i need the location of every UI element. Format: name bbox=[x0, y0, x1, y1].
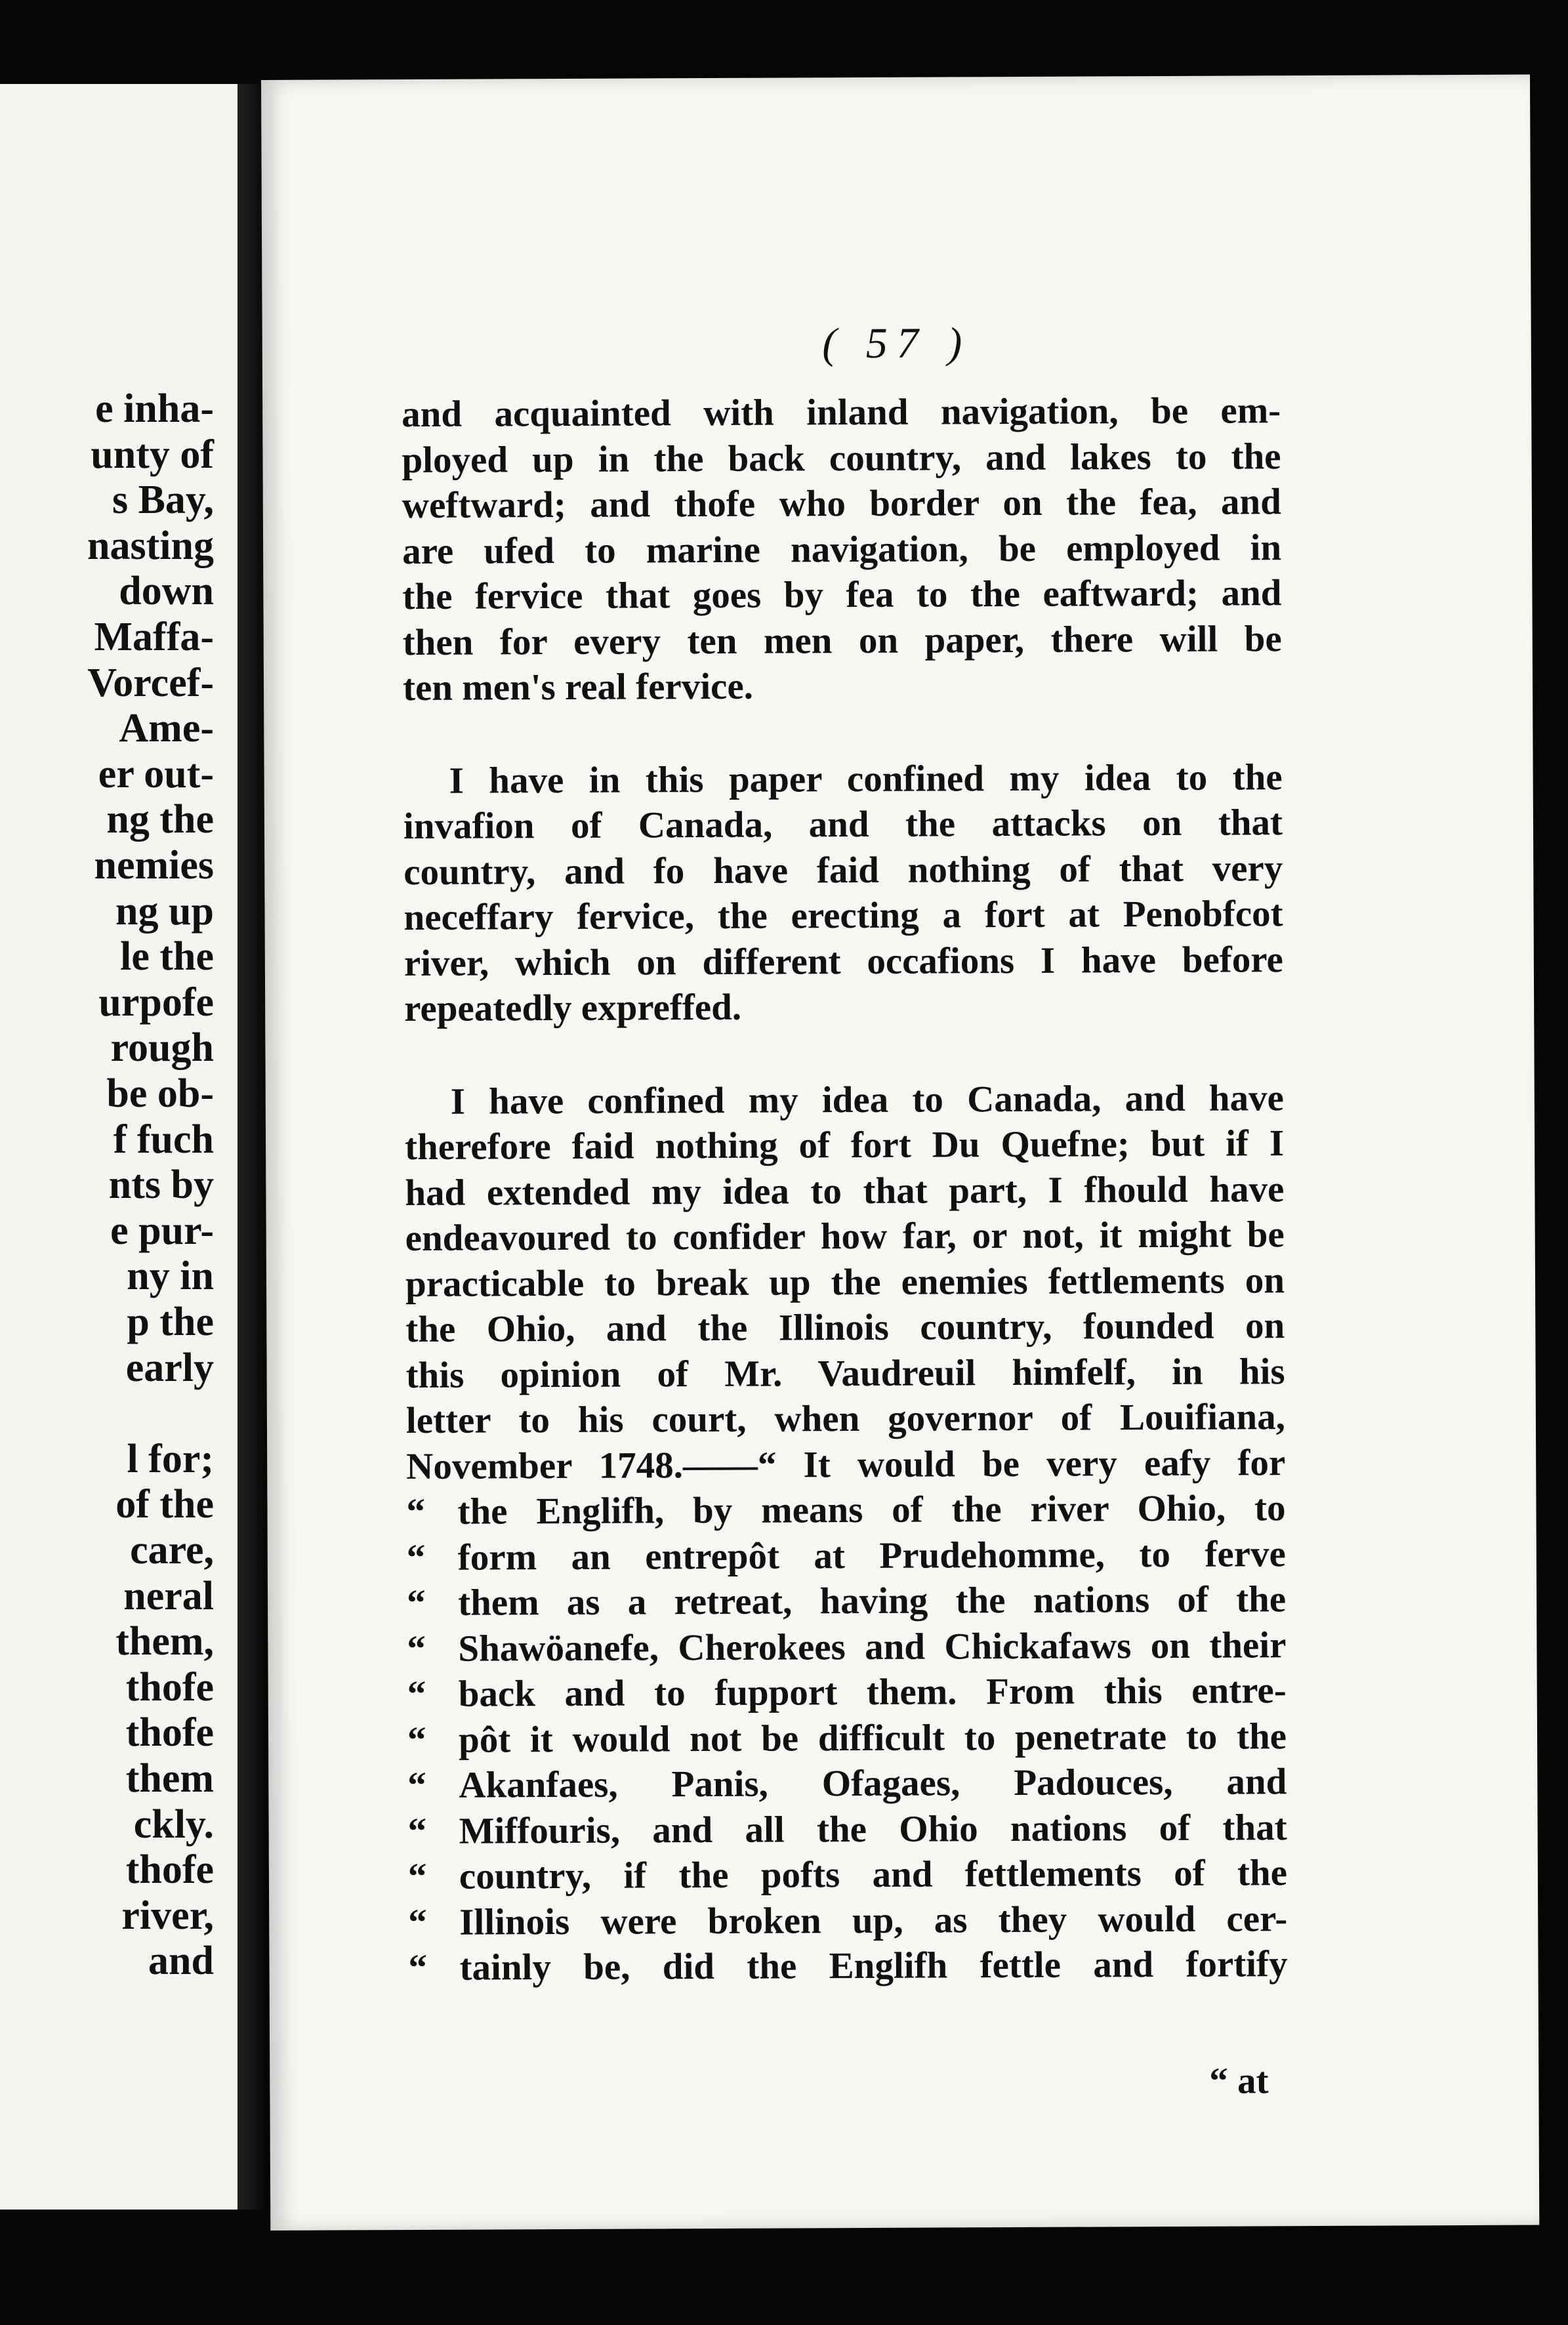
quote-line bbox=[407, 1805, 1287, 1854]
quote-line bbox=[408, 1896, 1287, 1945]
facing-page-line: Maffa- bbox=[94, 615, 214, 659]
body-text bbox=[402, 388, 1288, 1990]
quote-mark: “ bbox=[406, 1582, 426, 1624]
quote-text: Shawöanefe, Cherokees and Chickafaws on their bbox=[458, 1624, 1287, 1670]
quote-text: pôt it would not be difficult to penetrate to the bbox=[458, 1715, 1287, 1761]
catchword: “ at bbox=[1209, 2060, 1269, 2102]
text-line: this opinion of Mr. Vaudreuil himfelf, in his bbox=[405, 1350, 1285, 1396]
text-line: repeatedly expreffed. bbox=[404, 986, 742, 1030]
facing-page-line: and bbox=[148, 1939, 214, 1984]
quote-text: country, if the pofts and fettlements of the bbox=[459, 1852, 1288, 1897]
facing-page-line: them, bbox=[115, 1619, 214, 1664]
paragraph-3 bbox=[405, 1075, 1286, 1489]
facing-page-line: nts by bbox=[108, 1162, 214, 1208]
facing-page bbox=[0, 84, 237, 2210]
quote-text: back and to fupport them. From this entre- bbox=[458, 1670, 1287, 1715]
text-line: river, which on different occafions I have before bbox=[403, 938, 1283, 984]
facing-page-line: ny in bbox=[127, 1254, 214, 1299]
facing-page-line: f fuch bbox=[113, 1117, 214, 1162]
facing-page-line: nemies bbox=[94, 843, 214, 888]
text-line: country, and fo have faid nothing of that very bbox=[403, 847, 1283, 893]
text-line: endeavoured to confider how far, or not, it might be bbox=[405, 1214, 1285, 1260]
quote-mark: “ bbox=[408, 1946, 428, 1989]
quote-line bbox=[408, 1941, 1287, 1990]
quote-mark: “ bbox=[406, 1536, 426, 1578]
quote-mark: “ bbox=[407, 1628, 426, 1670]
facing-page-line: rough bbox=[110, 1025, 214, 1071]
main-page bbox=[261, 75, 1539, 2231]
facing-page-line: river, bbox=[121, 1893, 214, 1938]
facing-page-line: er out- bbox=[98, 751, 214, 796]
facing-page-line: e pur- bbox=[110, 1208, 214, 1253]
text-line: I have in this paper confined my idea to the bbox=[449, 756, 1283, 802]
facing-page-line: thofe bbox=[125, 1710, 214, 1756]
page-number: ( 57 ) bbox=[822, 319, 972, 368]
text-line: practicable to break up the enemies fettlements on bbox=[405, 1259, 1285, 1305]
facing-page-line: be ob- bbox=[106, 1071, 214, 1116]
facing-page-line: nasting bbox=[87, 523, 214, 568]
facing-page-line: ng up bbox=[115, 888, 214, 934]
text-line: ten men's real fervice. bbox=[402, 665, 754, 709]
facing-page-line: down bbox=[119, 569, 214, 614]
text-line: had extended my idea to that part, I fhould have bbox=[405, 1168, 1285, 1214]
quote-text: tainly be, did the Englifh fettle and fortify bbox=[459, 1943, 1288, 1988]
quote-mark: “ bbox=[408, 1901, 427, 1943]
quote-line bbox=[407, 1531, 1286, 1580]
quote-mark: “ bbox=[406, 1491, 426, 1533]
facing-page-line: le the bbox=[120, 934, 214, 979]
text-line: weftward; and thofe who border on the fea, and bbox=[402, 481, 1281, 527]
quote-line bbox=[406, 1485, 1285, 1534]
paragraph-1 bbox=[402, 388, 1282, 710]
facing-page-line: ng the bbox=[106, 797, 214, 842]
text-line: then for every ten men on paper, there will be bbox=[402, 617, 1282, 663]
quote-text: Miffouris, and all the Ohio nations of that bbox=[459, 1806, 1287, 1852]
quote-line bbox=[407, 1668, 1287, 1717]
facing-page-line: ckly. bbox=[133, 1801, 214, 1847]
facing-page-line: of the bbox=[115, 1482, 214, 1527]
paragraph-2 bbox=[403, 754, 1284, 1032]
text-line: invafion of Canada, and the attacks on that bbox=[403, 802, 1283, 848]
text-line: ployed up in the back country, and lakes to the bbox=[402, 435, 1281, 481]
facing-page-line: Vorcef- bbox=[87, 660, 214, 705]
quotation bbox=[406, 1485, 1287, 1990]
quote-line bbox=[407, 1576, 1286, 1626]
quote-text: form an entrepôt at Prudehomme, to ferve bbox=[457, 1533, 1286, 1578]
quote-mark: “ bbox=[407, 1810, 427, 1852]
facing-page-line: e inha- bbox=[95, 386, 214, 431]
facing-page-line: l for; bbox=[127, 1436, 214, 1481]
text-line: November 1748.——“ It would be very eafy for bbox=[406, 1441, 1286, 1487]
quote-line bbox=[407, 1714, 1287, 1763]
text-line: the Ohio, and the Illinois country, founded on bbox=[405, 1305, 1285, 1351]
quote-text: the Englifh, by means of the river Ohio, to bbox=[457, 1487, 1286, 1533]
facing-page-line: thofe bbox=[125, 1847, 214, 1893]
facing-page-line: s Bay, bbox=[112, 478, 214, 523]
text-line: therefore faid nothing of fort Du Quefne; but if I bbox=[404, 1122, 1285, 1168]
quote-mark: “ bbox=[407, 1673, 426, 1716]
facing-page-line: them bbox=[125, 1756, 214, 1801]
quote-text: them as a retreat, having the nations of the bbox=[457, 1578, 1287, 1624]
facing-page-line: p the bbox=[127, 1300, 214, 1344]
text-line: the fervice that goes by fea to the eaftward; and bbox=[402, 572, 1282, 618]
quote-text: Akanfaes, Panis, Ofagaes, Padouces, and bbox=[459, 1761, 1287, 1806]
facing-page-line: care, bbox=[130, 1528, 214, 1573]
facing-page-line: unty of bbox=[91, 432, 214, 477]
quote-line bbox=[407, 1622, 1286, 1672]
quote-line bbox=[407, 1759, 1287, 1808]
text-line: letter to his court, when governor of Louifiana, bbox=[405, 1396, 1286, 1442]
quote-mark: “ bbox=[407, 1855, 427, 1898]
quote-mark: “ bbox=[407, 1764, 426, 1807]
facing-page-line: thofe bbox=[125, 1664, 214, 1710]
text-line: neceffary fervice, the erecting a fort at Penobfcot bbox=[403, 893, 1283, 939]
facing-page-line: urpofe bbox=[98, 979, 214, 1025]
facing-page-line: early bbox=[125, 1345, 214, 1390]
text-line: are ufed to marine navigation, be employed in bbox=[402, 526, 1282, 572]
facing-page-line: Ame- bbox=[119, 706, 214, 751]
facing-page-line: neral bbox=[123, 1573, 214, 1618]
quote-text: Illinois were broken up, as they would cer- bbox=[459, 1897, 1288, 1943]
text-line: and acquainted with inland navigation, be em- bbox=[402, 390, 1281, 436]
text-line: I have confined my idea to Canada, and have bbox=[450, 1077, 1284, 1122]
quote-mark: “ bbox=[407, 1719, 426, 1761]
quote-line bbox=[408, 1850, 1287, 1899]
